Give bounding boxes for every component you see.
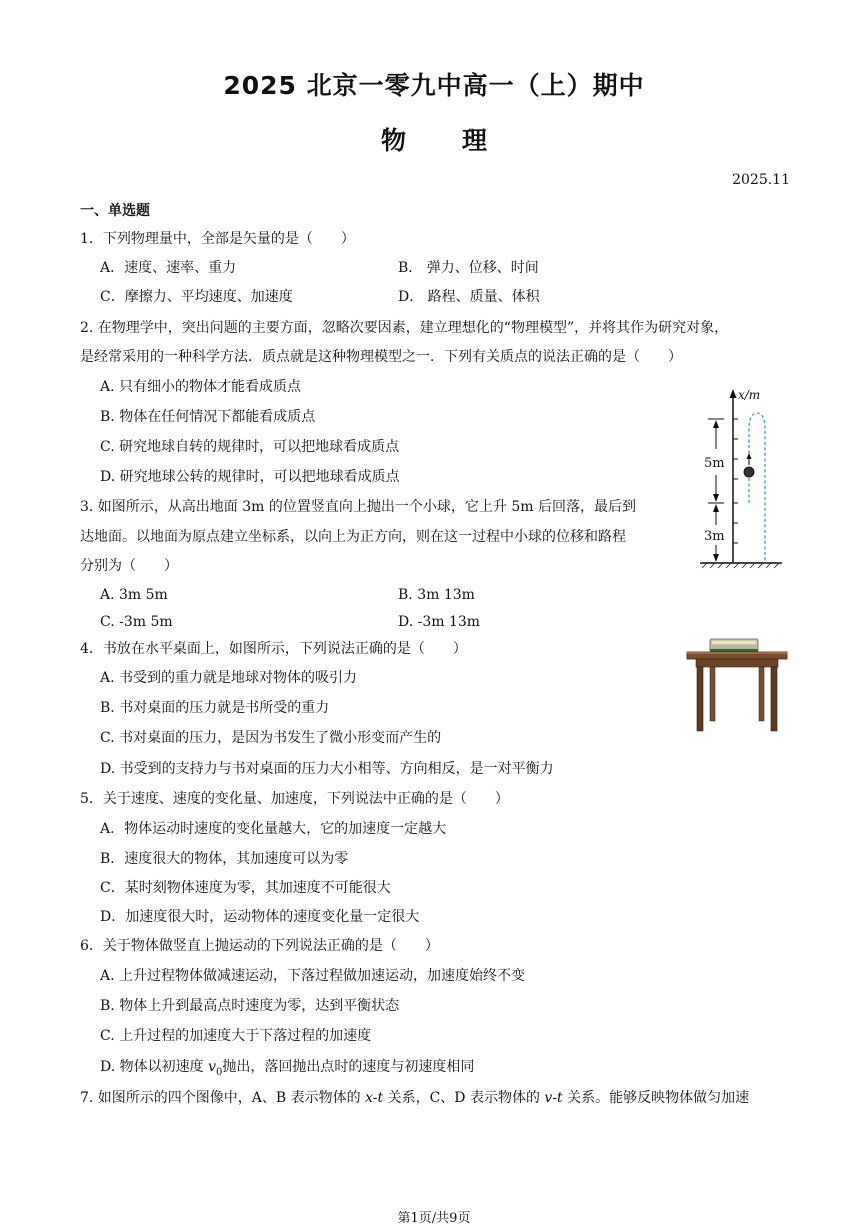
q4-option-d: D. 书受到的支持力与书对桌面的压力大小相等、方向相反，是一对平衡力: [100, 761, 554, 777]
q1-option-b: B． 弹力、位移、时间: [398, 260, 539, 276]
question-1-stem: 1．下列物理量中，全部是矢量的是（ ）: [80, 231, 355, 247]
exam-date: 2025.11: [732, 172, 790, 188]
question-6-stem: 6．关于物体做竖直上抛运动的下列说法正确的是（ ）: [80, 938, 439, 954]
q6-option-d-post: 抛出，落回抛出点时的速度与初速度相同: [222, 1059, 475, 1075]
q4-option-c: C. 书对桌面的压力，是因为书发生了微小形变而产生的: [100, 730, 442, 746]
question-3-stem-line-3: 分别为（ ）: [80, 558, 178, 574]
q4-option-b: B. 书对桌面的压力就是书所受的重力: [100, 700, 330, 716]
question-2-stem-line-1: 2. 在物理学中，突出问题的主要方面，忽略次要因素，建立理想化的“物理模型”，并将其作为研究对象，: [80, 320, 729, 336]
q2-option-b: B. 物体在任何情况下都能看成质点: [100, 409, 316, 425]
q3-option-b: B. 3m 13m: [398, 587, 475, 603]
axis-label: x/m: [738, 388, 761, 402]
q5-option-d: D．加速度很大时，运动物体的速度变化量一定很大: [100, 909, 420, 925]
q3-option-a: A. 3m 5m: [100, 587, 168, 603]
q5-option-a: A．物体运动时速度的变化量越大，它的加速度一定越大: [100, 821, 447, 837]
q7-stem-xt: x-t: [365, 1090, 384, 1106]
q6-option-c: C. 上升过程的加速度大于下落过程的加速度: [100, 1028, 372, 1044]
q7-stem-vt: v-t: [544, 1090, 563, 1106]
exam-title: 2025 北京一零九中高一（上）期中: [223, 71, 645, 100]
ground-line: [700, 563, 782, 568]
q3-option-d: D. -3m 13m: [398, 614, 481, 630]
q3-option-c: C. -3m 5m: [100, 614, 173, 630]
question-3-stem-line-2: 达地面。以地面为原点建立坐标系，以向上为正方向，则在这一过程中小球的位移和路程: [80, 529, 626, 545]
q2-option-d: D. 研究地球公转的规律时，可以把地球看成质点: [100, 469, 400, 485]
x-axis-line: [730, 389, 737, 563]
table: [687, 652, 787, 731]
question-4-stem: 4．书放在水平桌面上，如图所示，下列说法正确的是（ ）: [80, 641, 467, 657]
trajectory-path: [749, 413, 765, 563]
q7-stem-mid: 关系，C、D 表示物体的: [383, 1090, 545, 1106]
page-footer: 第1页/共9页: [397, 1211, 471, 1226]
q5-option-b: B．速度很大的物体，其加速度可以为零: [100, 851, 349, 867]
subject-char-2: 理: [462, 126, 488, 155]
question-2-stem-line-2: 是经常采用的一种科学方法．质点就是这种物理模型之一．下列有关质点的说法正确的是（ ）: [80, 349, 682, 365]
q1-option-d: D． 路程、质量、体积: [398, 289, 540, 305]
q6-option-d-var: v: [208, 1059, 216, 1075]
ball: [744, 467, 754, 477]
q5-option-c: C．某时刻物体速度为零，其加速度不可能很大: [100, 880, 391, 896]
q6-option-d-pre: D. 物体以初速度: [100, 1059, 209, 1075]
section-title: 一、单选题: [80, 203, 150, 219]
q7-stem-pre: 7. 如图所示的四个图像中，A、B 表示物体的: [80, 1090, 366, 1106]
subject-char-1: 物: [380, 126, 406, 155]
q2-option-c: C. 研究地球自转的规律时，可以把地球看成质点: [100, 439, 400, 455]
q3-trajectory-figure: [690, 385, 790, 570]
q6-option-d-sub: 0: [216, 1066, 223, 1078]
subject-title: [0, 121, 868, 157]
question-5-stem: 5．关于速度、速度的变化量、加速度，下列说法中正确的是（ ）: [80, 791, 509, 807]
q4-book-table-figure: [684, 632, 790, 734]
book: [710, 639, 758, 652]
question-3-stem-line-1: 3. 如图所示，从高出地面 3m 的位置竖直向上抛出一个小球，它上升 5m 后回落，最后到: [80, 499, 636, 515]
q1-option-a: A．速度、速率、重力: [100, 260, 237, 276]
q7-stem-post: 关系。能够反映物体做匀加速: [562, 1090, 750, 1106]
question-7-stem: [80, 1088, 749, 1108]
q1-option-c: C．摩擦力、平均速度、加速度: [100, 289, 293, 305]
q6-option-a: A. 上升过程物体做减速运动，下落过程做加速运动，加速度始终不变: [100, 968, 526, 984]
label-5m: 5m: [704, 456, 725, 471]
q4-option-a: A. 书受到的重力就是地球对物体的吸引力: [100, 670, 358, 686]
q6-option-d: [100, 1057, 474, 1083]
q6-option-b: B. 物体上升到最高点时速度为零，达到平衡状态: [100, 998, 400, 1014]
label-3m: 3m: [704, 529, 725, 544]
q2-option-a: A. 只有细小的物体才能看成质点: [100, 379, 302, 395]
